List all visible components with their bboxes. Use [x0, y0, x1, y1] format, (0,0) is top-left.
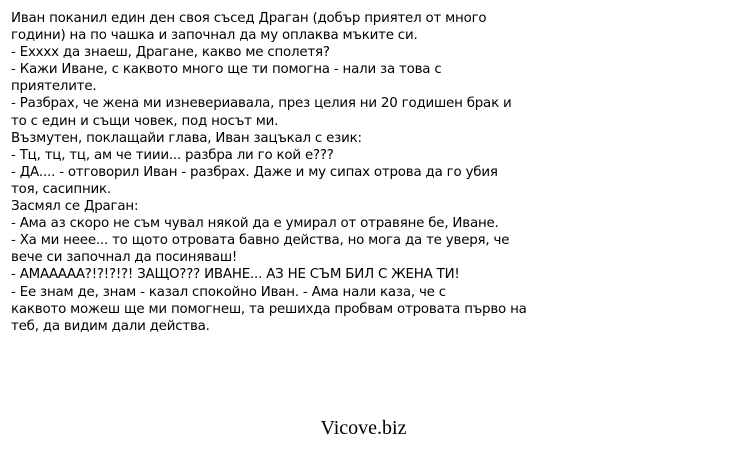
joke-line: вече си започнал да посиняваш!: [11, 250, 238, 266]
joke-line: години) на по чашка и започнал да му оплаква мъките си.: [11, 28, 418, 44]
joke-line: приятелите.: [11, 79, 97, 95]
joke-line: - Ее знам де, знам - казал спокойно Иван. - Ама нали каза, че с: [11, 284, 446, 300]
site-watermark: Vicove.biz: [320, 417, 407, 439]
joke-line: - ДА.... - отговорил Иван - разбрах. Даже и му сипах отрова да го убия: [11, 164, 498, 180]
joke-line: тоя, сасипник.: [11, 181, 111, 197]
joke-line: то с един и същи човек, под носът ми.: [11, 113, 279, 129]
joke-line: - Ама аз скоро не съм чувал някой да е умирал от отравяне бе, Иване.: [11, 216, 499, 232]
joke-line: теб, да видим дали действа.: [11, 318, 210, 334]
joke-line: - Ха ми нeee... то щото отровата бавно действа, но мога да те уверя, че: [11, 233, 510, 249]
joke-line: - Кажи Иване, с каквото много ще ти помогна - нали за това с: [11, 62, 442, 78]
joke-text: [11, 10, 601, 335]
joke-line: Иван поканил един ден своя съсед Драган (добър приятел от много: [11, 11, 487, 26]
joke-line: - Тц, тц, тц, ам че тиии... разбра ли го кой е???: [11, 147, 334, 163]
joke-line: Възмутен, поклащайи глава, Иван зацъкал с език:: [11, 130, 362, 146]
joke-line: - АМААААА?!?!?!?! ЗАЩО??? ИВАНЕ... АЗ НЕ СЪМ БИЛ С ЖЕНА ТИ!: [11, 267, 460, 283]
joke-line: - Ехххх да знаеш, Драгане, какво ме сполетя?: [11, 45, 330, 61]
joke-line: каквото можеш ще ми помогнеш, та решихда пробвам отровата първо на: [11, 301, 527, 317]
joke-line: - Разбрах, че жена ми изневериавала, през целия ни 20 годишен брак и: [11, 96, 512, 112]
joke-line: Засмял се Драган:: [11, 199, 139, 215]
